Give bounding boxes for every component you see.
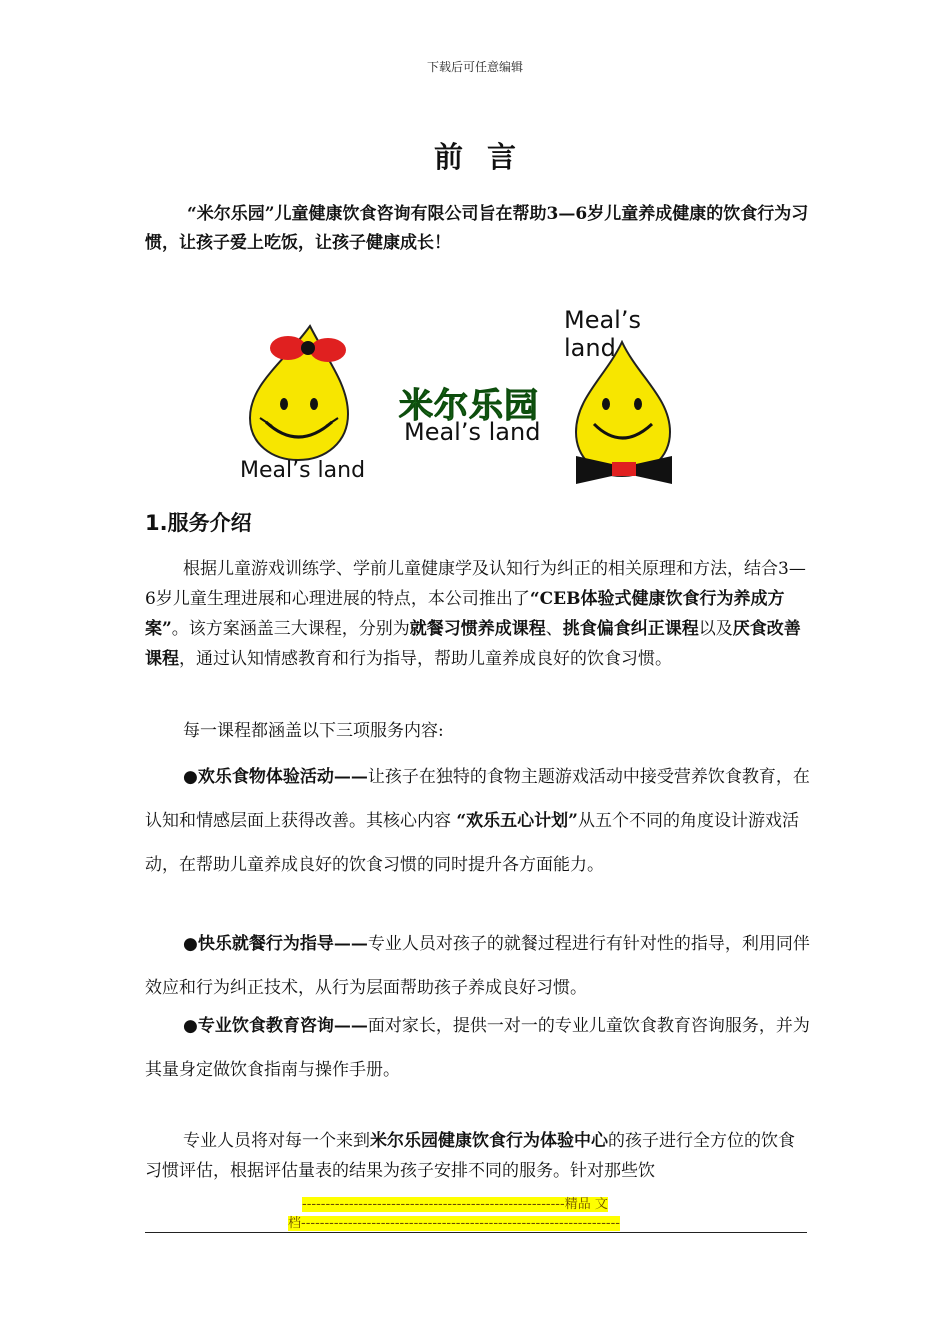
footer-rule (145, 1232, 807, 1233)
bullet-diet-consulting: ●专业饮食教育咨询——面对家长，提供一对一的专业儿童饮食教育咨询服务，并为其量身定做饮食指南与操作手册。 (145, 1016, 810, 1080)
assessment-paragraph: 专业人员将对每一个来到米尔乐园健康饮食行为体验中心的孩子进行全方位的饮食习惯评估，根据评估量表的结果为孩子安排不同的服务。针对那些饮 (145, 1131, 795, 1181)
page-title: 前言 (433, 140, 540, 174)
boy-drop-icon (572, 340, 676, 488)
logo-area (236, 300, 696, 490)
intro-paragraph: “米尔乐园”儿童健康饮食咨询有限公司旨在帮助3—6岁儿童养成健康的饮食行为习惯，让孩子爱上吃饭，让孩子健康成长！ (145, 204, 809, 253)
footer-line-1: --------------------------------------------------------精品 文 (302, 1197, 608, 1212)
section-heading: 1.服务介绍 (145, 511, 252, 535)
footer-watermark (288, 1195, 663, 1233)
service-intro-paragraph: 根据儿童游戏训练学、学前儿童健康学及认知行为纠正的相关原理和方法，结合3—6岁儿童生理进展和心理进展的特点，本公司推出了“CEB体验式健康饮食行为养成方案”。该方案涵盖三大课程，分别为就餐习惯养成课程、挑食偏食纠正课程以及厌食改善课程，通过认知情感教育和行为指导，帮助儿童养成良好的饮食习惯。 (145, 559, 806, 669)
bullet-food-experience: ●欢乐食物体验活动——让孩子在独特的食物主题游戏活动中接受营养饮食教育，在认知和情感层面上获得改善。其核心内容 “欢乐五心计划”从五个不同的角度设计游戏活动，在帮助儿童养成良好的饮食习惯的同时提升各方面能力。 (145, 767, 810, 875)
center-logo-en: Meal’s land (404, 418, 541, 446)
footer-line-2: 档-------------------------------------------------------------------- (288, 1216, 620, 1231)
center-logo-cn: 米尔乐园 (399, 386, 539, 426)
left-logo-caption: Meal’s land (240, 458, 366, 483)
girl-drop-icon (244, 322, 356, 462)
right-logo-caption: Meal’s land (564, 306, 641, 362)
bullet-dining-guidance: ●快乐就餐行为指导——专业人员对孩子的就餐过程进行有针对性的指导，利用同伴效应和行为纠正技术，从行为层面帮助孩子养成良好习惯。 (145, 934, 810, 998)
header-note: 下载后可任意编辑 (426, 60, 523, 74)
services-lead-paragraph: 每一课程都涵盖以下三项服务内容: (183, 721, 444, 741)
